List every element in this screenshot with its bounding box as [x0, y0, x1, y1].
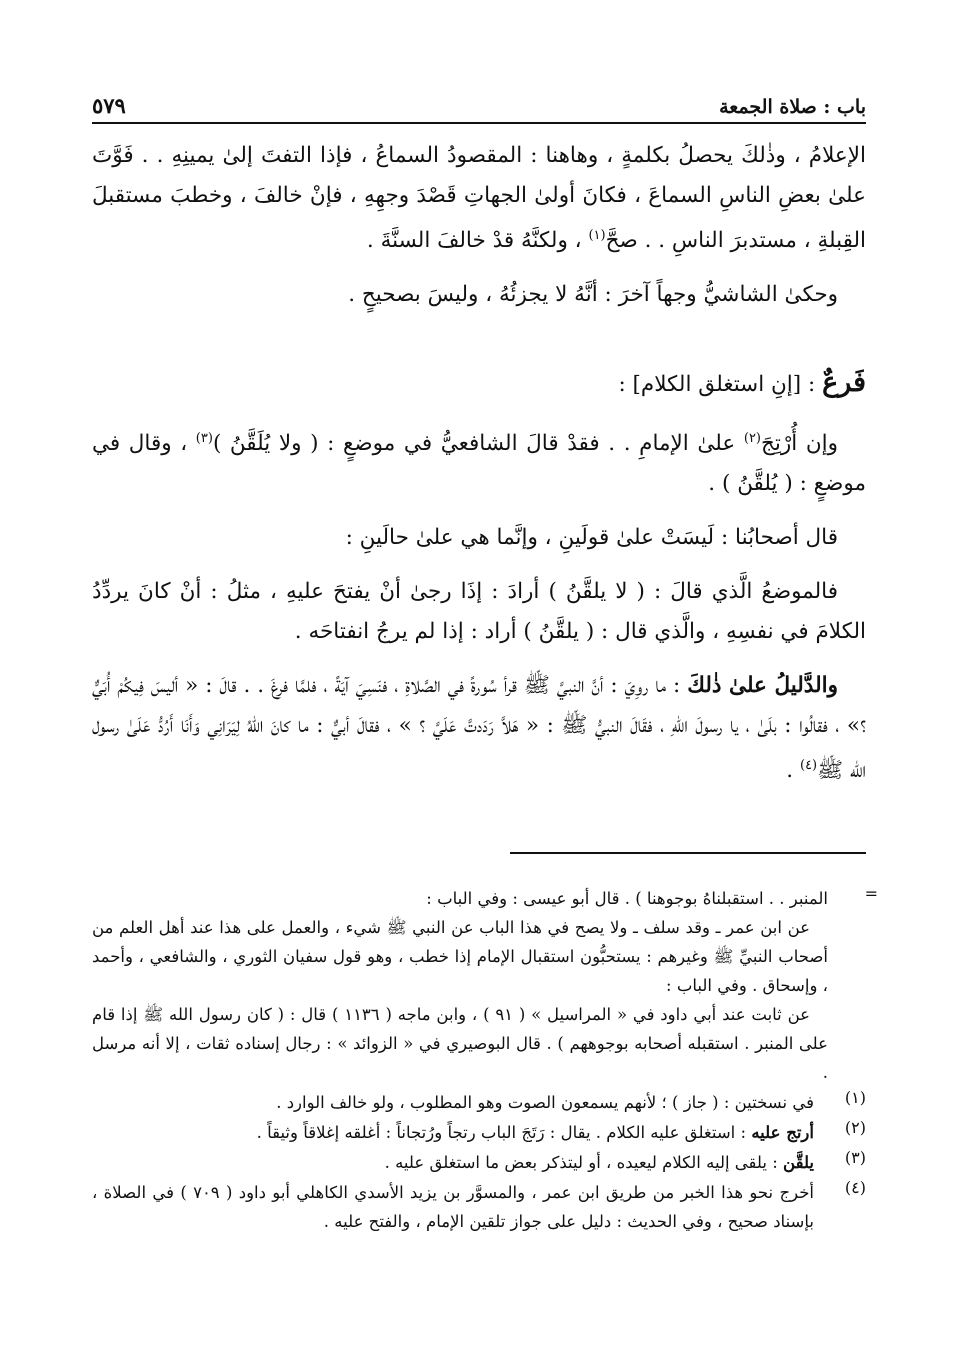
paragraph-3-a: وإن أُرْتِجَ [761, 431, 838, 457]
footnote-ref-2: (٢) [743, 431, 761, 447]
footnote-4 [92, 1178, 866, 1236]
paragraph-6 [92, 666, 866, 791]
main-text [92, 136, 866, 791]
continuation-mark: = [864, 884, 878, 903]
footnote-text [92, 1118, 814, 1147]
footnotes [92, 884, 878, 1236]
paragraph-3 [92, 419, 866, 504]
far-title: فَرعٌ [822, 367, 866, 399]
paragraph-1-end: ، ولكنَّهُ قدْ خالفَ السنَّةَ . [366, 228, 582, 254]
footnote-term: أرتج عليه [751, 1123, 814, 1142]
paragraph-6-lead: والدَّليلُ علىٰ ذٰلكَ [687, 673, 838, 699]
footnote-body: أخرج نحو هذا الخبر من طريق ابن عمر ، والمسوَّر بن يزيد الأسدي الكاهلي أبو داود ( ٧٠٩ ) في الصلاة ، بإسناد صحيح ، وفي الحديث : دليل على جواز تلقين الإمام ، والفتح عليه . [92, 1183, 815, 1231]
continued-footnote [92, 884, 878, 1087]
page-number: ٥٧٩ [92, 93, 126, 118]
continued-line-3: عن ثابت عند أبي داود في « المراسيل » ( ٩١ ) ، وابن ماجه ( ١١٣٦ ) قال : ( كان رسول الله ﷺ إذا قام على المنبر . استقبله أصحابه بوجوههم ) . قال البوصيري في « الزوائد » : رجال إسناده ثقات ، إلا أنه مرسل . [92, 1005, 828, 1082]
section-heading [92, 363, 866, 405]
continued-line-2: عن ابن عمر ـ وقد سلف ـ ولا يصح في هذا الباب عن النبي ﷺ شيء ، والعمل على هذا عند أهل العلم من أصحاب النبيِّ ﷺ وغيرهم : يستحبُّون استقبال الإمام إذا خطب ، وهو قول سفيان الثوري ، والشافعي ، وأحمد ، وإسحاق . وفي الباب : [92, 918, 828, 995]
paragraph-1 [92, 136, 866, 261]
paragraph-3-c: ، وقال في موضعٍ : ( يُلقَّنُ ) . [92, 431, 866, 497]
paragraph-4: قال أصحابُنا : لَيسَتْ علىٰ قولَينِ ، وإنَّما هي علىٰ حالَينِ : [345, 525, 838, 551]
footnote-1 [92, 1088, 866, 1117]
footnote-3 [92, 1148, 866, 1177]
footnote-ref-3: (٣) [195, 431, 213, 447]
footnote-number: (١) [844, 1088, 866, 1107]
chapter-title: باب : صلاة الجمعة [719, 96, 866, 118]
footnote-ref-4: (٤) [799, 758, 818, 774]
footnote-body: : يلقى إليه الكلام ليعيده ، أو ليتذكر بعض ما استغلق عليه . [384, 1153, 778, 1172]
footnote-body: في نسختين : ( جاز ) ؛ لأنهم يسمعون الصوت وهو المطلوب ، ولو خالف الوارد . [276, 1093, 814, 1112]
paragraph-3-b: علىٰ الإمامِ . . فقدْ قالَ الشافعيُّ في موضعٍ : ( ولا يُلَقَّنُ ) [212, 431, 736, 457]
footnote-number: (٤) [844, 1178, 866, 1197]
continued-line-1: المنبر . . استقبلناهُ بوجوهنا ) . قال أبو عيسى : وفي الباب : [426, 889, 828, 908]
paragraph-2: وحكىٰ الشاشيُّ وجهاً آخرَ : أنَّهُ لا يجزئُهُ ، وليسَ بصحيحٍ . [348, 282, 838, 308]
footnote-number: (٢) [844, 1118, 866, 1137]
footnote-term: يلقَّن [783, 1153, 814, 1172]
footnote-text [92, 1088, 814, 1117]
footnote-number: (٣) [844, 1148, 866, 1167]
footnote-text [92, 1148, 814, 1177]
paragraph-1-text: الإعلامُ ، وذٰلكَ يحصلُ بكلمةٍ ، وهاهنا : المقصودُ السماعُ ، فإذا التفتَ إلىٰ يمينِهِ . . فَوَّتَ علىٰ بعضِ الناسِ السماعَ ، فكانَ أولىٰ الجهاتِ قَصْدَ وجهِهِ ، فإنْ خالفَ ، وخطبَ مستقبلَ القِبلةِ ، مستدبرَ الناسِ . . صحَّ [92, 143, 866, 254]
footnote-ref-1: (١) [588, 228, 606, 243]
far-subtitle: : [إنِ استغلق الكلام] : [618, 372, 816, 398]
paragraph-5: فالموضعُ الَّذي قالَ : ( لا يلقَّنُ ) أرادَ : إذَا رجىٰ أنْ يفتحَ عليهِ ، مثلُ : أنْ كانَ يردِّدُ الكلامَ في نفسِهِ ، والَّذي قال : ( يلقَّنُ ) أراد : إذا لم يرجُ انفتاحَه . [92, 579, 866, 645]
footnote-text [92, 1178, 814, 1236]
footnote-body: : استغلق عليه الكلام . يقال : رَتَجَ الباب رتجاً ورُتجاناً : أغلقه إغلاقاً وثيقاً . [256, 1123, 747, 1142]
paragraph-6-end: . [786, 758, 794, 784]
paragraph-6-body: : ما روِيَ : أنَّ النبيَّ ﷺ قرأ سُورةً في الصَّلاةِ ، فنَسِيَ آيَةً ، فلمَّا فرغَ . . قالَ : « أليسَ فِيكُمْ أُبَيٌّ ؟» ، فقالُوا : بلَىٰ ، يا رسولَ اللهِ ، فقَالَ النبيُّ ﷺ : « هَلاَّ رَدَدتَّ عَلَيَّ ؟ » ، فقالَ أبيٌّ : ما كانَ اللهُ لِيَرَانِي وَأَنَا أَرُدُّ عَلَىٰ رسول الله ﷺ [92, 673, 866, 784]
running-header [92, 86, 866, 124]
footnote-2 [92, 1118, 866, 1147]
footnote-divider [510, 852, 866, 854]
